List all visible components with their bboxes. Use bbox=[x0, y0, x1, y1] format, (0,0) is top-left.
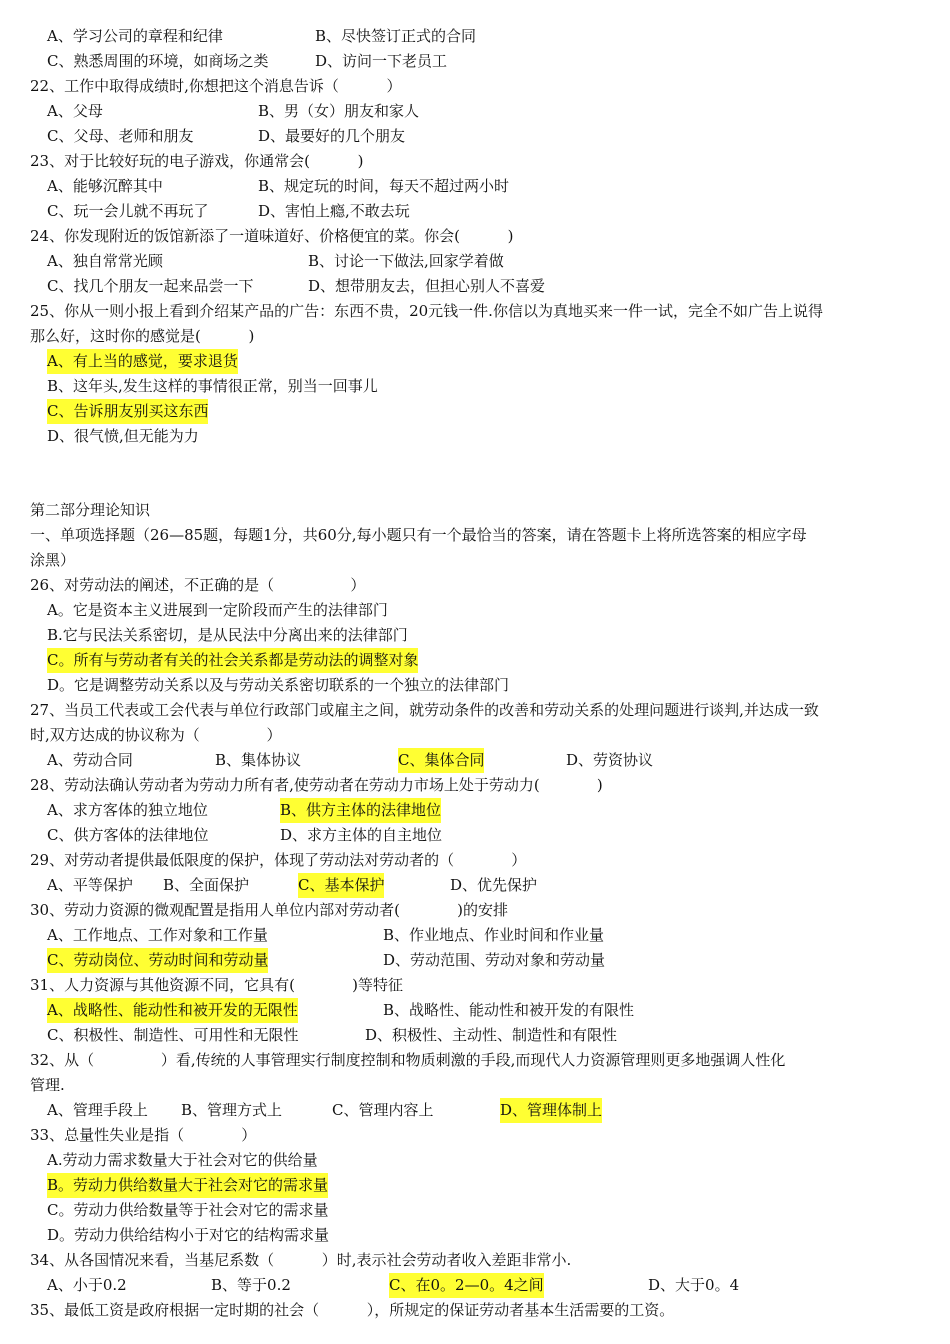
text-line bbox=[0, 224, 950, 249]
text-segment: A、能够沉醉其中 bbox=[47, 177, 163, 195]
text-segment: D、想带朋友去，但担心别人不喜爱 bbox=[308, 277, 546, 295]
text-line bbox=[0, 374, 950, 399]
text-segment: B、集体协议 bbox=[215, 751, 302, 769]
text-line bbox=[0, 773, 950, 798]
text-line bbox=[0, 1298, 950, 1323]
text-segment: D、最要好的几个朋友 bbox=[258, 127, 406, 145]
text-line bbox=[0, 898, 950, 923]
text-line bbox=[0, 1173, 950, 1198]
text-segment: C、找几个朋友一起来品尝一下 bbox=[47, 277, 254, 295]
highlighted-answer: C、集体合同 bbox=[398, 748, 484, 773]
highlighted-answer: D、管理体制上 bbox=[500, 1098, 602, 1123]
text-line bbox=[0, 698, 950, 723]
text-segment: A、平等保护 bbox=[47, 876, 133, 894]
text-line bbox=[0, 1048, 950, 1073]
text-line bbox=[0, 324, 950, 349]
text-line bbox=[0, 74, 950, 99]
highlighted-answer: C、劳动岗位、劳动时间和劳动量 bbox=[47, 948, 268, 973]
text-segment: 28、劳动法确认劳动者为劳动力所有者,使劳动者在劳动力市场上处于劳动力( ) bbox=[30, 776, 603, 794]
text-segment: D。它是调整劳动关系以及与劳动关系密切联系的一个独立的法律部门 bbox=[47, 676, 510, 694]
text-line bbox=[0, 174, 950, 199]
text-line bbox=[0, 598, 950, 623]
text-segment: B、作业地点、作业时间和作业量 bbox=[383, 926, 605, 944]
text-segment: C、玩一会儿就不再玩了 bbox=[47, 202, 209, 220]
text-line bbox=[0, 798, 950, 823]
text-segment: 一、单项选择题（26—85题，每题1分，共60分,每小题只有一个最恰当的答案，请在答题卡上将所选答案的相应字母 bbox=[30, 526, 807, 544]
text-segment: C、熟悉周围的环境，如商场之类 bbox=[47, 52, 269, 70]
text-segment: 时,双方达成的协议称为（ ） bbox=[30, 726, 282, 744]
text-line bbox=[0, 49, 950, 74]
text-line bbox=[0, 1023, 950, 1048]
text-segment: 29、对劳动者提供最低限度的保护，体现了劳动法对劳动者的（ ） bbox=[30, 851, 527, 869]
text-line bbox=[0, 99, 950, 124]
text-line bbox=[0, 748, 950, 773]
text-segment: A、劳动合同 bbox=[47, 751, 133, 769]
text-segment: 那么好，这时你的感觉是( ) bbox=[30, 327, 255, 345]
text-line bbox=[0, 948, 950, 973]
text-line bbox=[0, 923, 950, 948]
highlighted-answer: C、在0。2—0。4之间 bbox=[389, 1273, 544, 1298]
text-line bbox=[0, 1223, 950, 1248]
text-segment: B、规定玩的时间，每天不超过两小时 bbox=[258, 177, 510, 195]
highlighted-answer: B、供方主体的法律地位 bbox=[280, 798, 441, 823]
text-segment: B、战略性、能动性和被开发的有限性 bbox=[383, 1001, 635, 1019]
text-segment: D、优先保护 bbox=[450, 876, 538, 894]
text-segment: A.劳动力需求数量大于社会对它的供给量 bbox=[47, 1151, 318, 1169]
text-segment: 22、工作中取得成绩时,你想把这个消息告诉（ ） bbox=[30, 77, 402, 95]
text-segment: A、独自常常光顾 bbox=[47, 252, 163, 270]
text-line bbox=[0, 1148, 950, 1173]
text-segment: D、大于0。4 bbox=[648, 1276, 740, 1294]
text-line bbox=[0, 149, 950, 174]
highlighted-answer: C、基本保护 bbox=[298, 873, 384, 898]
text-segment: 30、劳动力资源的微观配置是指用人单位内部对劳动者( )的安排 bbox=[30, 901, 509, 919]
text-segment: 管理. bbox=[30, 1076, 65, 1094]
text-segment: C、积极性、制造性、可用性和无限性 bbox=[47, 1026, 299, 1044]
text-segment: 26、对劳动法的阐述，不正确的是（ ） bbox=[30, 576, 366, 594]
text-line bbox=[0, 548, 950, 573]
text-segment: C、供方客体的法律地位 bbox=[47, 826, 209, 844]
text-segment: 34、从各国情况来看，当基尼系数（ ）时,表示社会劳动者收入差距非常小. bbox=[30, 1251, 572, 1269]
highlighted-answer: C。所有与劳动者有关的社会关系都是劳动法的调整对象 bbox=[47, 648, 418, 673]
text-segment: A、小于0.2 bbox=[47, 1276, 127, 1294]
text-line bbox=[0, 1248, 950, 1273]
text-segment: A、工作地点、工作对象和工作量 bbox=[47, 926, 268, 944]
text-line bbox=[0, 1273, 950, 1298]
text-line bbox=[0, 24, 950, 49]
text-segment: C、父母、老师和朋友 bbox=[47, 127, 194, 145]
text-line bbox=[0, 623, 950, 648]
highlighted-answer: C、告诉朋友别买这东西 bbox=[47, 399, 208, 424]
text-line bbox=[0, 1198, 950, 1223]
text-line bbox=[0, 848, 950, 873]
text-line bbox=[0, 648, 950, 673]
text-segment: B、讨论一下做法,回家学着做 bbox=[308, 252, 504, 270]
text-segment: D、劳资协议 bbox=[566, 751, 654, 769]
text-line bbox=[0, 349, 950, 374]
text-segment: 31、人力资源与其他资源不同，它具有( )等特征 bbox=[30, 976, 404, 994]
text-segment: 25、你从一则小报上看到介绍某产品的广告：东西不贵，20元钱一件.你信以为真地买来一件一试，完全不如广告上说得 bbox=[30, 302, 823, 320]
text-segment: 24、你发现附近的饭馆新添了一道味道好、价格便宜的菜。你会( ) bbox=[30, 227, 514, 245]
text-segment: 33、总量性失业是指（ ） bbox=[30, 1126, 257, 1144]
text-segment: 32、从（ ）看,传统的人事管理实行制度控制和物质刺激的手段,而现代人力资源管理则更多地强调人性化 bbox=[30, 1051, 786, 1069]
text-line bbox=[0, 673, 950, 698]
text-segment: D、访问一下老员工 bbox=[315, 52, 448, 70]
text-line bbox=[0, 998, 950, 1023]
text-segment: B、男（女）朋友和家人 bbox=[258, 102, 420, 120]
text-segment: D。劳动力供给结构小于对它的结构需求量 bbox=[47, 1226, 330, 1244]
text-segment: A、求方客体的独立地位 bbox=[47, 801, 208, 819]
highlighted-answer: A、战略性、能动性和被开发的无限性 bbox=[47, 998, 298, 1023]
text-segment: 27、当员工代表或工会代表与单位行政部门或雇主之间，就劳动条件的改善和劳动关系的处理问题进行谈判,并达成一致 bbox=[30, 701, 819, 719]
text-segment: D、劳动范围、劳动对象和劳动量 bbox=[383, 951, 606, 969]
text-line bbox=[0, 299, 950, 324]
text-line bbox=[0, 873, 950, 898]
text-segment: B、尽快签订正式的合同 bbox=[315, 27, 477, 45]
text-segment: D、很气愤,但无能为力 bbox=[47, 427, 199, 445]
text-line bbox=[0, 274, 950, 299]
text-line bbox=[0, 1073, 950, 1098]
text-segment: A。它是资本主义进展到一定阶段而产生的法律部门 bbox=[47, 601, 388, 619]
text-line bbox=[0, 399, 950, 424]
text-segment: D、求方主体的自主地位 bbox=[280, 826, 443, 844]
text-segment: C。劳动力供给数量等于社会对它的需求量 bbox=[47, 1201, 329, 1219]
text-segment: B、等于0.2 bbox=[211, 1276, 291, 1294]
text-segment: B、管理方式上 bbox=[181, 1101, 283, 1119]
text-line bbox=[0, 823, 950, 848]
text-segment: 23、对于比较好玩的电子游戏，你通常会( ) bbox=[30, 152, 364, 170]
text-line bbox=[0, 498, 950, 523]
text-line bbox=[0, 723, 950, 748]
text-segment: D、害怕上瘾,不敢去玩 bbox=[258, 202, 410, 220]
text-segment: B.它与民法关系密切，是从民法中分离出来的法律部门 bbox=[47, 626, 408, 644]
text-line bbox=[0, 523, 950, 548]
text-line bbox=[0, 1098, 950, 1123]
text-segment: B、这年头,发生这样的事情很正常，别当一回事儿 bbox=[47, 377, 378, 395]
text-segment: 第二部分理论知识 bbox=[30, 501, 151, 519]
text-segment: A、父母 bbox=[47, 102, 103, 120]
text-line bbox=[0, 1123, 950, 1148]
text-line bbox=[0, 199, 950, 224]
text-line bbox=[0, 973, 950, 998]
highlighted-answer: B。劳动力供给数量大于社会对它的需求量 bbox=[47, 1173, 328, 1198]
text-line bbox=[0, 249, 950, 274]
text-line bbox=[0, 124, 950, 149]
text-segment: A、学习公司的章程和纪律 bbox=[47, 27, 223, 45]
text-line bbox=[0, 424, 950, 449]
text-segment: D、积极性、主动性、制造性和有限性 bbox=[365, 1026, 618, 1044]
text-segment: B、全面保护 bbox=[163, 876, 250, 894]
text-segment: C、管理内容上 bbox=[332, 1101, 434, 1119]
text-segment: 35、最低工资是政府根据一定时期的社会（ ），所规定的保证劳动者基本生活需要的工资。 bbox=[30, 1301, 675, 1319]
text-segment: 涂黑） bbox=[30, 551, 76, 569]
highlighted-answer: A、有上当的感觉，要求退货 bbox=[47, 349, 238, 374]
text-line bbox=[0, 573, 950, 598]
text-segment: A、管理手段上 bbox=[47, 1101, 148, 1119]
